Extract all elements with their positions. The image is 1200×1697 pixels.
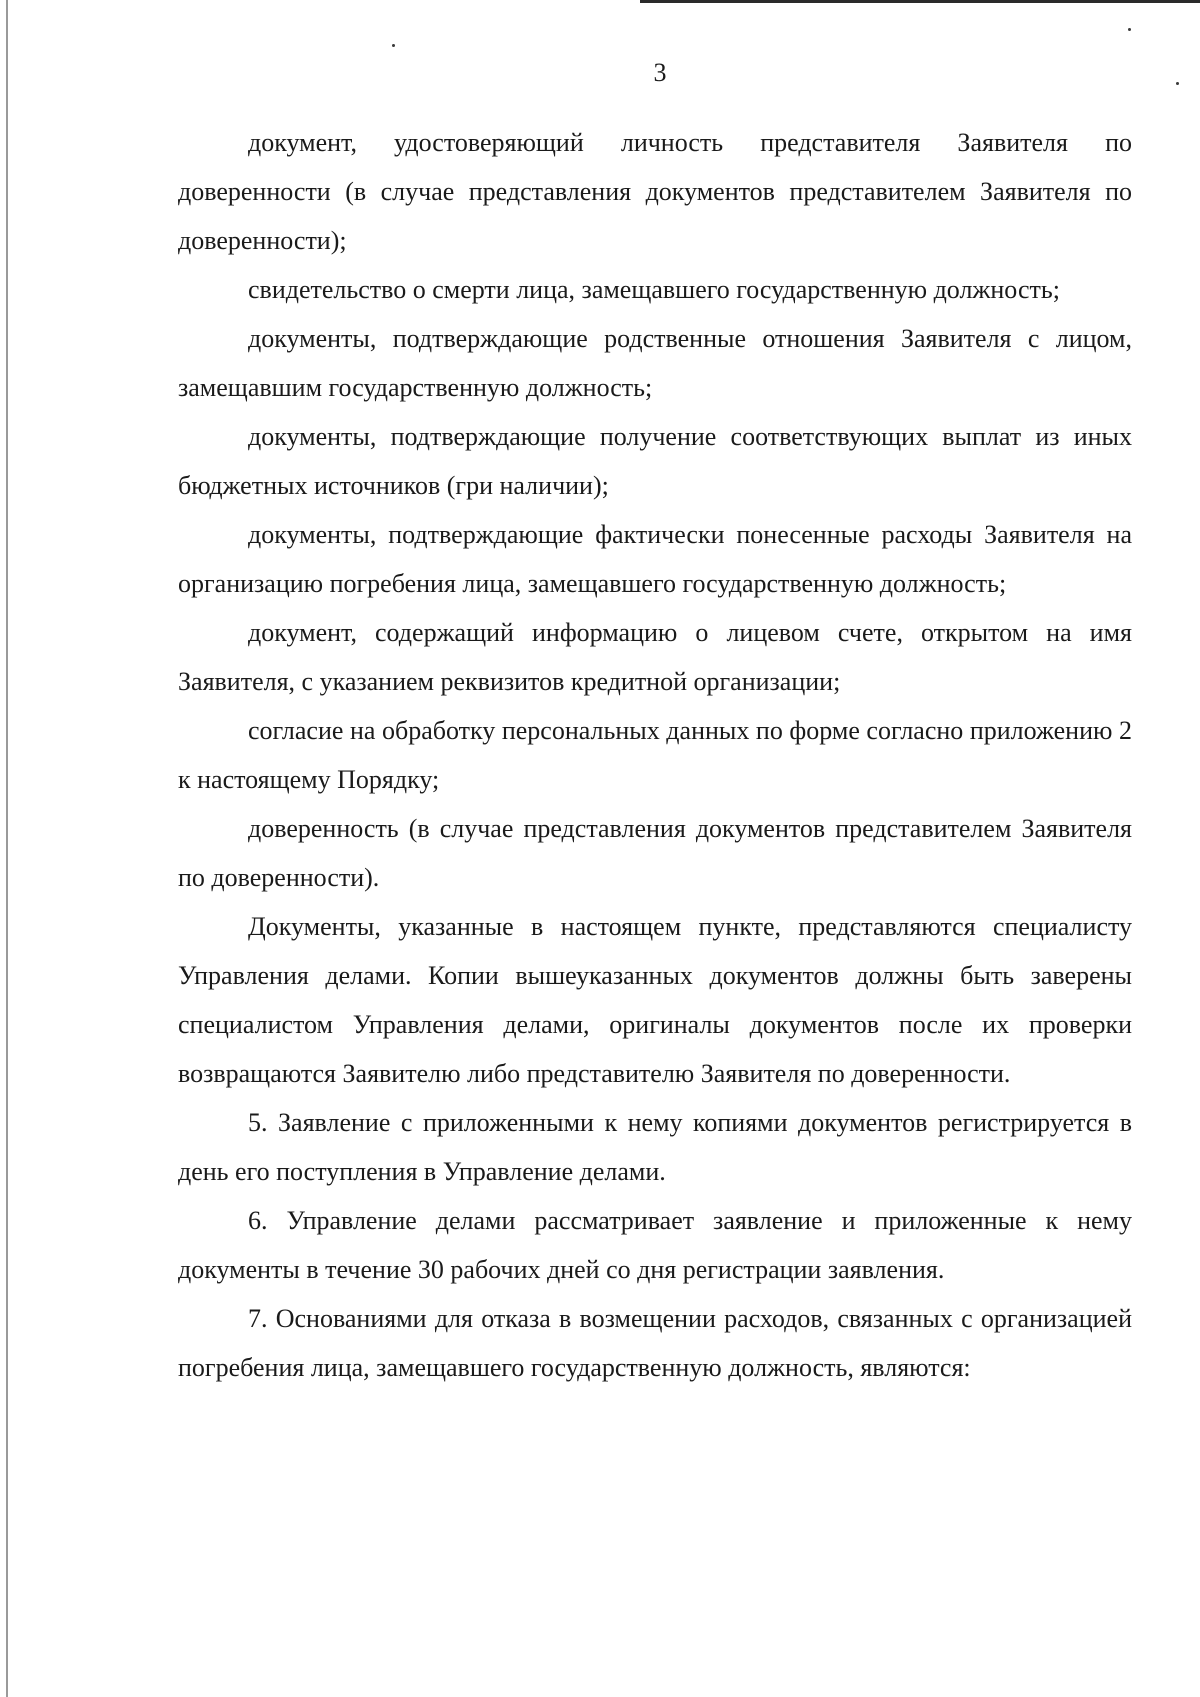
paragraph-bank-account: документ, содержащий информацию о лицевом счете, открытом на имя Заявителя, с указанием реквизитов кредитной организации; xyxy=(178,618,1132,696)
paragraph-death-certificate: свидетельство о смерти лица, замещавшего государственную должность; xyxy=(248,275,1060,304)
scan-speck xyxy=(1128,28,1131,31)
paragraph-representative-id: документ, удостоверяющий личность представителя Заявителя по доверенности (в случае представления документов представителем Заявителя по доверенности); xyxy=(178,128,1132,255)
page-number: 3 xyxy=(653,58,667,87)
paragraph-documents-submission: Документы, указанные в настоящем пункте, представляются специалисту Управления делами. Копии вышеуказанных документов должны быть заверены специалистом Управления делами, оригиналы документов после их проверки возвращаются Заявителю либо представителю Заявителя по доверенности. xyxy=(178,912,1132,1088)
document-body xyxy=(178,118,1132,1392)
paragraph-personal-data-consent: согласие на обработку персональных данных по форме согласно приложению 2 к настоящему Порядку; xyxy=(178,716,1132,794)
paragraph-item-6: 6. Управление делами рассматривает заявление и приложенные к нему документы в течение 30 рабочих дней со дня регистрации заявления. xyxy=(178,1206,1132,1284)
paragraph-kinship-documents: документы, подтверждающие родственные отношения Заявителя с лицом, замещавшим государственную должность; xyxy=(178,324,1132,402)
paragraph-item-5: 5. Заявление с приложенными к нему копиями документов регистрируется в день его поступления в Управление делами. xyxy=(178,1108,1132,1186)
top-edge-rule xyxy=(640,0,1200,3)
scan-speck xyxy=(392,44,395,47)
left-edge-line xyxy=(6,0,8,1697)
paragraph-item-7: 7. Основаниями для отказа в возмещении расходов, связанных с организацией погребения лица, замещавшего государственную должность, являются: xyxy=(178,1304,1132,1382)
paragraph-burial-expenses: документы, подтверждающие фактически понесенные расходы Заявителя на организацию погребения лица, замещавшего государственную должность; xyxy=(178,520,1132,598)
paragraph-budget-payments: документы, подтверждающие получение соответствующих выплат из иных бюджетных источников (гри наличии); xyxy=(178,422,1132,500)
paragraph-power-of-attorney: доверенность (в случае представления документов представителем Заявителя по доверенности). xyxy=(178,814,1132,892)
